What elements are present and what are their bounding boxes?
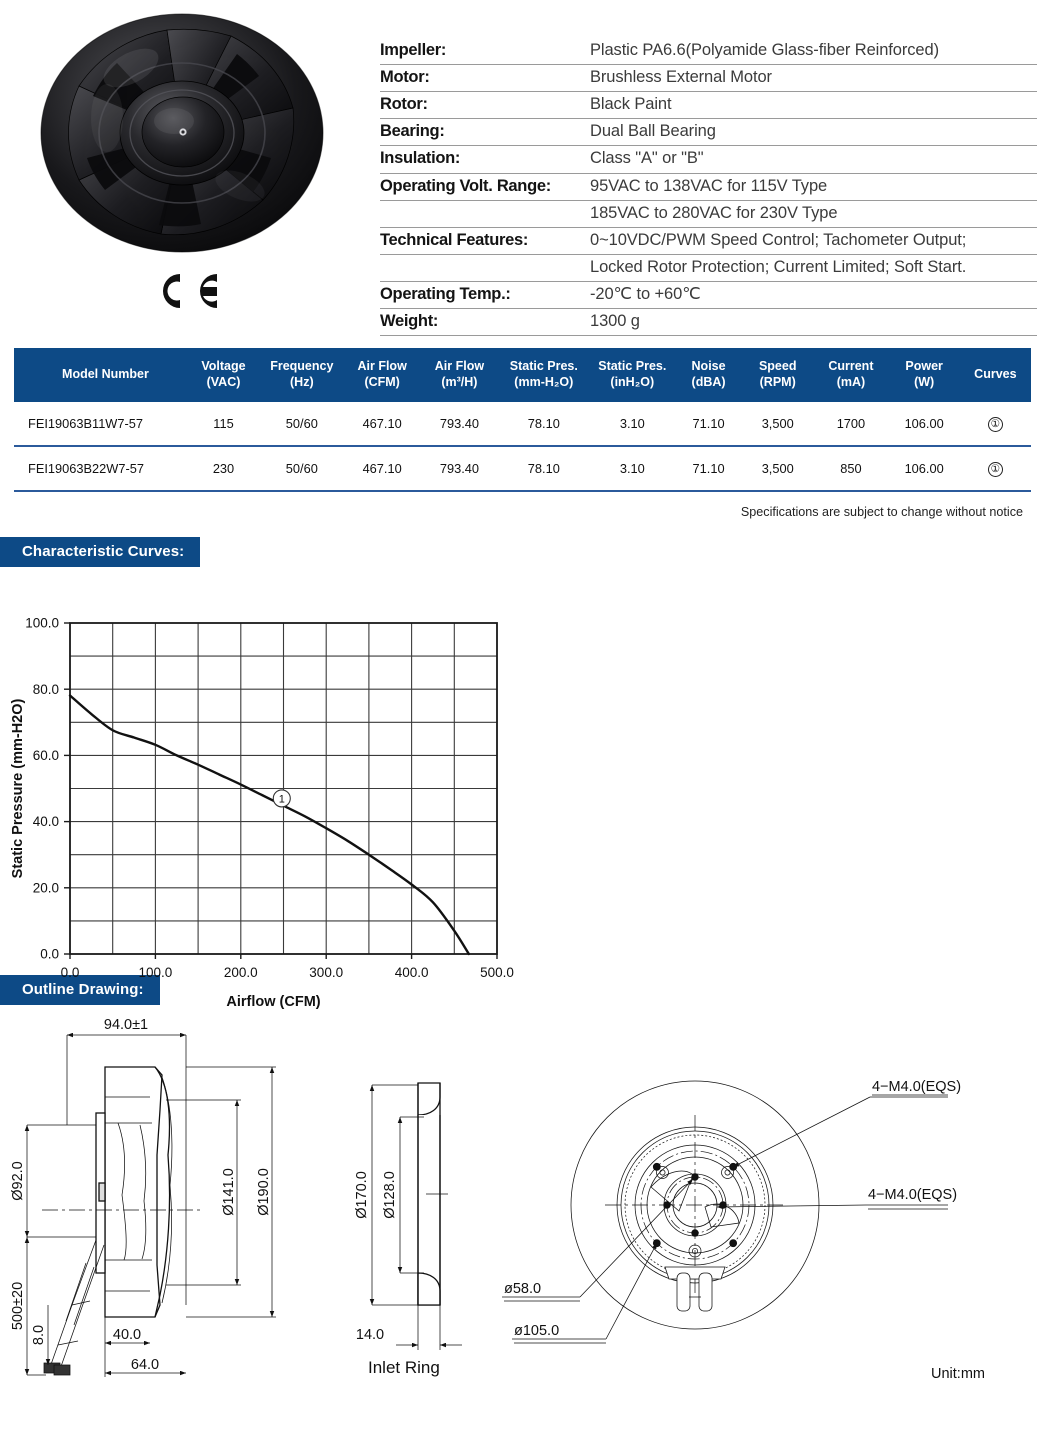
curve-number-badge: ① bbox=[988, 462, 1003, 477]
spec-value: 185VAC to 280VAC for 230V Type bbox=[590, 200, 1037, 227]
header-line2: (W) bbox=[914, 374, 935, 389]
cell-power: 106.00 bbox=[889, 402, 960, 446]
svg-text:20.0: 20.0 bbox=[32, 880, 59, 896]
unit-label: Unit:mm bbox=[931, 1366, 985, 1383]
cell-frequency: 50/60 bbox=[260, 446, 343, 491]
cell-model: FEI19063B11W7-57 bbox=[14, 402, 187, 446]
column-header-model bbox=[14, 348, 187, 402]
table-header-row bbox=[14, 348, 1031, 402]
spec-label: Motor: bbox=[380, 65, 590, 92]
header-line1: Air Flow bbox=[434, 359, 485, 373]
svg-text:Airflow (CFM): Airflow (CFM) bbox=[226, 994, 321, 1011]
svg-text:Ø170.0: Ø170.0 bbox=[354, 1171, 370, 1220]
impeller-photo bbox=[35, 8, 335, 266]
svg-text:0.0: 0.0 bbox=[60, 965, 80, 981]
svg-text:ø105.0: ø105.0 bbox=[514, 1323, 560, 1340]
column-header-static-in bbox=[590, 348, 675, 402]
spec-row-continuation bbox=[380, 200, 1037, 227]
spec-row bbox=[380, 65, 1037, 92]
table-row bbox=[14, 402, 1031, 446]
spec-row bbox=[380, 227, 1037, 254]
svg-text:Static Pressure (mm-H2O): Static Pressure (mm-H2O) bbox=[10, 698, 26, 879]
column-header-static-mm bbox=[498, 348, 590, 402]
cell-static-in: 3.10 bbox=[590, 402, 675, 446]
header-line2: (RPM) bbox=[759, 374, 796, 389]
section-header-outline: Outline Drawing: bbox=[0, 975, 160, 1005]
header-line2: (inH₂O) bbox=[610, 374, 655, 389]
cell-airflow-cfm: 467.10 bbox=[344, 446, 421, 491]
svg-text:200.0: 200.0 bbox=[223, 965, 258, 981]
column-header-current bbox=[813, 348, 888, 402]
spec-value: 1300 g bbox=[590, 309, 1037, 336]
model-table-section bbox=[0, 330, 1043, 519]
header-line2: (Hz) bbox=[290, 374, 314, 389]
header-line2: (mA) bbox=[836, 374, 866, 389]
inlet-ring-caption: Inlet Ring bbox=[368, 1358, 440, 1378]
svg-text:Ø190.0: Ø190.0 bbox=[256, 1168, 272, 1217]
spec-label: Insulation: bbox=[380, 146, 590, 173]
spec-label: Bearing: bbox=[380, 119, 590, 146]
characteristic-curves-section bbox=[0, 537, 1043, 567]
ce-mark-icon bbox=[147, 270, 223, 312]
spec-row bbox=[380, 38, 1037, 65]
svg-text:60.0: 60.0 bbox=[32, 748, 59, 764]
svg-text:Ø141.0: Ø141.0 bbox=[221, 1168, 237, 1217]
spec-value: -20℃ to +60℃ bbox=[590, 281, 1037, 308]
svg-text:Ø92.0: Ø92.0 bbox=[10, 1161, 26, 1201]
svg-text:100.0: 100.0 bbox=[25, 615, 59, 631]
svg-text:100.0: 100.0 bbox=[138, 965, 173, 981]
column-header-power bbox=[889, 348, 960, 402]
product-overview bbox=[0, 0, 1043, 330]
spec-value: Class "A" or "B" bbox=[590, 146, 1037, 173]
spec-label bbox=[380, 254, 590, 281]
header-line2: (VAC) bbox=[206, 374, 241, 389]
header-line1: Power bbox=[905, 359, 943, 373]
spec-label: Rotor: bbox=[380, 92, 590, 119]
header-line1: Frequency bbox=[270, 359, 334, 373]
spec-label: Weight: bbox=[380, 309, 590, 336]
column-header-airflow-cfm bbox=[344, 348, 421, 402]
svg-text:ø58.0: ø58.0 bbox=[504, 1281, 542, 1298]
cell-speed: 3,500 bbox=[742, 402, 813, 446]
svg-text:8.0: 8.0 bbox=[31, 1325, 47, 1346]
cell-model: FEI19063B22W7-57 bbox=[14, 446, 187, 491]
header-line2: (dBA) bbox=[691, 374, 726, 389]
header-line1: Air Flow bbox=[357, 359, 407, 373]
spec-label bbox=[380, 200, 590, 227]
spec-row bbox=[380, 119, 1037, 146]
spec-value: 95VAC to 138VAC for 115V Type bbox=[590, 173, 1037, 200]
cell-airflow-m3h: 793.40 bbox=[421, 402, 498, 446]
curve-number-badge: ① bbox=[988, 417, 1003, 432]
header-line1: Static Pres. bbox=[509, 359, 578, 373]
column-header-airflow-m3h bbox=[421, 348, 498, 402]
cell-current: 1700 bbox=[813, 402, 888, 446]
spec-label: Operating Temp.: bbox=[380, 281, 590, 308]
cell-curve-ref bbox=[960, 446, 1031, 491]
header-line2: (CFM) bbox=[364, 374, 400, 389]
spec-row bbox=[380, 92, 1037, 119]
spec-value: Locked Rotor Protection; Current Limited; Soft Start. bbox=[590, 254, 1037, 281]
svg-text:94.0±1: 94.0±1 bbox=[103, 1017, 149, 1034]
column-header-frequency bbox=[260, 348, 343, 402]
spec-row bbox=[380, 281, 1037, 308]
cell-curve-ref bbox=[960, 402, 1031, 446]
specification-table bbox=[380, 38, 1037, 336]
svg-text:40.0: 40.0 bbox=[32, 814, 59, 830]
svg-text:1: 1 bbox=[278, 793, 285, 806]
svg-text:500.0: 500.0 bbox=[480, 965, 514, 981]
column-header-voltage bbox=[187, 348, 260, 402]
spec-label: Operating Volt. Range: bbox=[380, 173, 590, 200]
specification-table-column bbox=[370, 0, 1043, 330]
spec-row bbox=[380, 309, 1037, 336]
svg-text:40.0: 40.0 bbox=[112, 1327, 142, 1344]
header-line1: Current bbox=[828, 359, 874, 373]
cell-static-in: 3.10 bbox=[590, 446, 675, 491]
spec-row-continuation bbox=[380, 254, 1037, 281]
specifications-disclaimer: Specifications are subject to change without notice bbox=[740, 505, 1023, 520]
cell-static-mm: 78.10 bbox=[498, 446, 590, 491]
model-specification-table bbox=[14, 348, 1031, 492]
spec-value: Plastic PA6.6(Polyamide Glass-fiber Reinforced) bbox=[590, 38, 1037, 65]
svg-text:0.0: 0.0 bbox=[40, 946, 59, 962]
cell-airflow-cfm: 467.10 bbox=[344, 402, 421, 446]
header-line1: Model Number bbox=[62, 366, 149, 381]
cell-static-mm: 78.10 bbox=[498, 402, 590, 446]
spec-row bbox=[380, 146, 1037, 173]
svg-text:64.0: 64.0 bbox=[130, 1357, 160, 1374]
characteristic-curves-chart bbox=[0, 567, 1043, 1011]
column-header-noise bbox=[675, 348, 742, 402]
cell-voltage: 115 bbox=[187, 402, 260, 446]
spec-value: Brushless External Motor bbox=[590, 65, 1037, 92]
spec-row bbox=[380, 173, 1037, 200]
table-row bbox=[14, 446, 1031, 491]
cell-voltage: 230 bbox=[187, 446, 260, 491]
cell-airflow-m3h: 793.40 bbox=[421, 446, 498, 491]
header-line2: (mm-H₂O) bbox=[514, 374, 574, 389]
spec-value: Dual Ball Bearing bbox=[590, 119, 1037, 146]
spec-value: 0~10VDC/PWM Speed Control; Tachometer Output; bbox=[590, 227, 1037, 254]
svg-text:Ø128.0: Ø128.0 bbox=[382, 1171, 398, 1220]
header-line1: Speed bbox=[758, 359, 797, 373]
cell-power: 106.00 bbox=[889, 446, 960, 491]
spec-label: Technical Features: bbox=[380, 227, 590, 254]
header-line1: Voltage bbox=[201, 359, 246, 373]
spec-label: Impeller: bbox=[380, 38, 590, 65]
cell-speed: 3,500 bbox=[742, 446, 813, 491]
product-photo-column bbox=[0, 0, 370, 330]
cell-noise: 71.10 bbox=[675, 402, 742, 446]
svg-text:14.0: 14.0 bbox=[355, 1327, 385, 1344]
header-line2: (m³/H) bbox=[441, 374, 478, 389]
header-line1: Noise bbox=[691, 359, 726, 373]
column-header-curves bbox=[960, 348, 1031, 402]
section-header-curves: Characteristic Curves: bbox=[0, 537, 200, 567]
svg-text:300.0: 300.0 bbox=[309, 965, 344, 981]
svg-text:80.0: 80.0 bbox=[32, 682, 59, 698]
header-line1: Static Pres. bbox=[598, 359, 667, 373]
outline-drawings bbox=[0, 1005, 1043, 1400]
svg-text:4−M4.0(EQS): 4−M4.0(EQS) bbox=[872, 1079, 962, 1096]
spec-value: Black Paint bbox=[590, 92, 1037, 119]
svg-text:400.0: 400.0 bbox=[394, 965, 429, 981]
cell-frequency: 50/60 bbox=[260, 402, 343, 446]
header-line1: Curves bbox=[974, 366, 1017, 381]
cell-current: 850 bbox=[813, 446, 888, 491]
cell-noise: 71.10 bbox=[675, 446, 742, 491]
svg-text:4−M4.0(EQS): 4−M4.0(EQS) bbox=[868, 1187, 958, 1204]
svg-text:500±20: 500±20 bbox=[10, 1282, 26, 1331]
column-header-speed bbox=[742, 348, 813, 402]
